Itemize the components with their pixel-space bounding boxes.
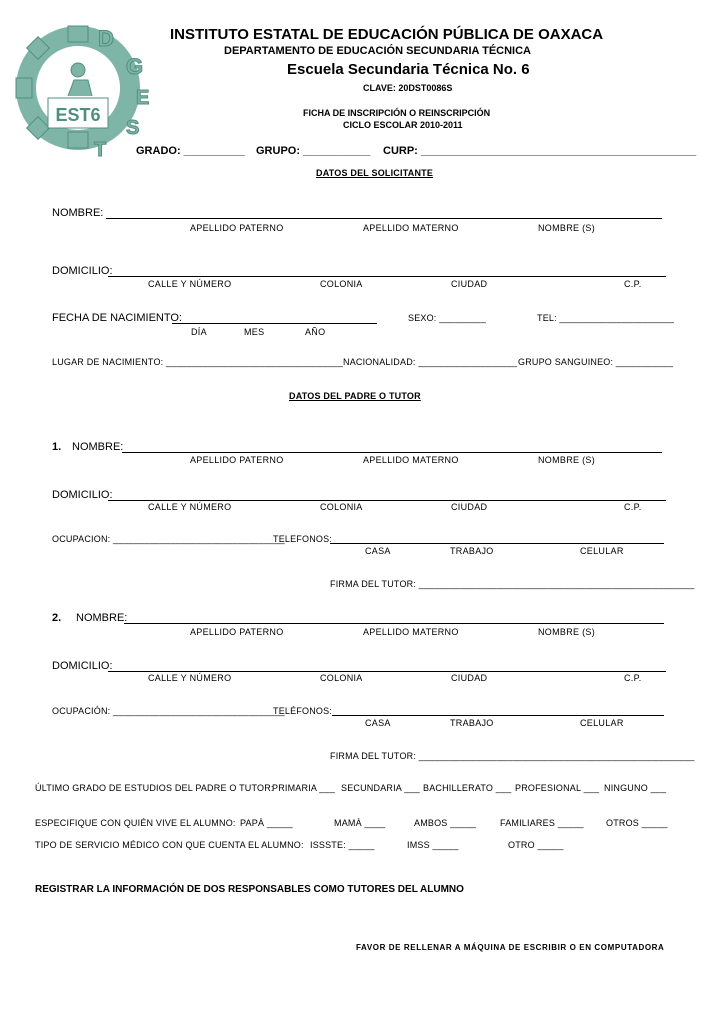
svg-text:D: D: [98, 26, 114, 51]
tutor2-nombre-line[interactable]: [124, 623, 664, 624]
vive-option-mama[interactable]: MAMÀ ____: [334, 818, 386, 828]
tutor2-sub-cp: C.P.: [624, 673, 642, 683]
ficha-title: FICHA DE INSCRIPCIÓN O REINSCRIPCIÓN: [303, 108, 491, 118]
tutor1-number: 1.: [52, 441, 62, 453]
estudios-option-ninguno[interactable]: NINGUNO ___: [604, 783, 667, 793]
grupo-field[interactable]: GRUPO: ___________: [256, 145, 371, 157]
tutor1-sub-calle: CALLE Y NÚMERO: [148, 502, 232, 512]
tutor1-telefonos-line[interactable]: [330, 543, 664, 544]
vive-option-familiares[interactable]: FAMILIARES _____: [500, 818, 584, 828]
svg-text:G: G: [126, 54, 144, 79]
grupo-sanguineo-field[interactable]: GRUPO SANGUINEO: ___________: [518, 357, 674, 367]
tutor2-sub-casa: CASA: [365, 718, 391, 728]
tutor2-telefonos-line[interactable]: [332, 715, 664, 716]
domicilio-label: DOMICILIO:: [52, 265, 113, 277]
tutor1-sub-ciudad: CIUDAD: [451, 502, 488, 512]
tutor1-sub-nombres: NOMBRE (S): [538, 455, 595, 465]
medico-option-issste[interactable]: ISSSTE: _____: [310, 840, 375, 850]
fecha-nacimiento-label: FECHA DE NACIMIENTO:: [52, 312, 182, 324]
grado-field[interactable]: GRADO: __________: [136, 145, 245, 157]
sub-ciudad: CIUDAD: [451, 279, 488, 289]
tel-field[interactable]: TEL: ______________________: [537, 313, 675, 323]
section-tutor-title: DATOS DEL PADRE O TUTOR: [289, 391, 421, 401]
tutor2-domicilio-label: DOMICILIO:: [52, 660, 113, 672]
tutor2-ocupacion-field[interactable]: OCUPACIÓN: _________________________________: [52, 706, 285, 716]
tutor2-sub-ciudad: CIUDAD: [451, 673, 488, 683]
logo-center-text: EST6: [55, 105, 101, 125]
tutor2-number: 2.: [52, 612, 62, 624]
tutor2-domicilio-line[interactable]: [108, 671, 666, 672]
tutor2-sub-apellido-paterno: APELLIDO PATERNO: [190, 627, 284, 637]
tutor2-sub-colonia: COLONIA: [320, 673, 363, 683]
fecha-input-line[interactable]: [172, 323, 377, 324]
tutor1-nombre-line[interactable]: [122, 452, 662, 453]
tutor2-sub-calle: CALLE Y NÚMERO: [148, 673, 232, 683]
tutor1-sub-casa: CASA: [365, 546, 391, 556]
sub-mes: MES: [244, 327, 265, 337]
tutor2-sub-celular: CELULAR: [580, 718, 624, 728]
tutor1-ocupacion-field[interactable]: OCUPACION: _________________________________: [52, 534, 285, 544]
department-title: DEPARTAMENTO DE EDUCACIÓN SECUNDARIA TÉCNICA: [224, 45, 531, 57]
estudios-option-primaria[interactable]: PRIMARIA ___: [272, 783, 335, 793]
clave: CLAVE: 20DST0086S: [363, 83, 453, 93]
favor-note: FAVOR DE RELLENAR A MÁQUINA DE ESCRIBIR O EN COMPUTADORA: [356, 943, 665, 952]
school-logo: [8, 8, 168, 158]
tutor1-sub-apellido-paterno: APELLIDO PATERNO: [190, 455, 284, 465]
medico-option-otro[interactable]: OTRO _____: [508, 840, 564, 850]
nacionalidad-field[interactable]: NACIONALIDAD: ___________________: [343, 357, 518, 367]
institute-title: INSTITUTO ESTATAL DE EDUCACIÓN PÚBLICA DE OAXACA: [170, 26, 604, 43]
estudios-option-secundaria[interactable]: SECUNDARIA ___: [341, 783, 420, 793]
nombre-input-line[interactable]: [106, 218, 662, 219]
vive-option-ambos[interactable]: AMBOS _____: [414, 818, 477, 828]
school-name: Escuela Secundaria Técnica No. 6: [287, 61, 530, 78]
svg-text:S: S: [126, 117, 140, 139]
tutor2-sub-apellido-materno: APELLIDO MATERNO: [363, 627, 459, 637]
sub-cp: C.P.: [624, 279, 642, 289]
lugar-nacimiento-field[interactable]: LUGAR DE NACIMIENTO: __________________________________: [52, 357, 344, 367]
tutor1-domicilio-label: DOMICILIO:: [52, 489, 113, 501]
tutor1-sub-celular: CELULAR: [580, 546, 624, 556]
svg-text:E: E: [136, 87, 150, 109]
vive-option-papa[interactable]: PAPÀ _____: [240, 818, 293, 828]
medico-option-imss[interactable]: IMSS _____: [407, 840, 459, 850]
registrar-note: REGISTRAR LA INFORMACIÓN DE DOS RESPONSABLES COMO TUTORES DEL ALUMNO: [35, 884, 464, 895]
svg-text:T: T: [94, 139, 107, 158]
sexo-field[interactable]: SEXO: _________: [408, 313, 487, 323]
sub-calle: CALLE Y NÚMERO: [148, 279, 232, 289]
section-solicitante-title: DATOS DEL SOLICITANTE: [316, 168, 434, 178]
sub-dia: DÍA: [191, 327, 207, 337]
sub-apellido-paterno: APELLIDO PATERNO: [190, 223, 284, 233]
sub-anio: AÑO: [305, 327, 326, 337]
ciclo-escolar: CICLO ESCOLAR 2010-2011: [343, 120, 463, 130]
vive-label: ESPECIFIQUE CON QUIÉN VIVE EL ALUMNO:: [35, 818, 236, 828]
tutor2-sub-trabajo: TRABAJO: [450, 718, 494, 728]
tutor1-sub-apellido-materno: APELLIDO MATERNO: [363, 455, 459, 465]
tutor1-domicilio-line[interactable]: [108, 500, 666, 501]
vive-option-otros[interactable]: OTROS _____: [606, 818, 668, 828]
curp-field[interactable]: CURP: _____________________________________________: [383, 145, 697, 157]
tutor1-telefonos-label: TELEFONOS:: [273, 534, 333, 544]
tutor2-telefonos-label: TELÉFONOS:: [273, 706, 333, 716]
estudios-label: ÚLTIMO GRADO DE ESTUDIOS DEL PADRE O TUTOR:: [35, 783, 274, 793]
tutor1-sub-colonia: COLONIA: [320, 502, 363, 512]
tutor1-firma-field[interactable]: FIRMA DEL TUTOR: _____________________________________________________: [330, 579, 695, 589]
tutor1-nombre-label: NOMBRE:: [72, 441, 124, 453]
sub-colonia: COLONIA: [320, 279, 363, 289]
tutor2-firma-field[interactable]: FIRMA DEL TUTOR: _____________________________________________________: [330, 751, 695, 761]
estudios-option-profesional[interactable]: PROFESIONAL ___: [515, 783, 600, 793]
sub-apellido-materno: APELLIDO MATERNO: [363, 223, 459, 233]
medico-label: TIPO DE SERVICIO MÉDICO CON QUE CUENTA EL ALUMNO:: [35, 840, 304, 850]
nombre-label: NOMBRE:: [52, 207, 104, 219]
tutor1-sub-trabajo: TRABAJO: [450, 546, 494, 556]
tutor1-sub-cp: C.P.: [624, 502, 642, 512]
sub-nombres: NOMBRE (S): [538, 223, 595, 233]
domicilio-input-line[interactable]: [108, 276, 666, 277]
tutor2-nombre-label: NOMBRE:: [76, 612, 128, 624]
estudios-option-bachillerato[interactable]: BACHILLERATO ___: [423, 783, 512, 793]
tutor2-sub-nombres: NOMBRE (S): [538, 627, 595, 637]
